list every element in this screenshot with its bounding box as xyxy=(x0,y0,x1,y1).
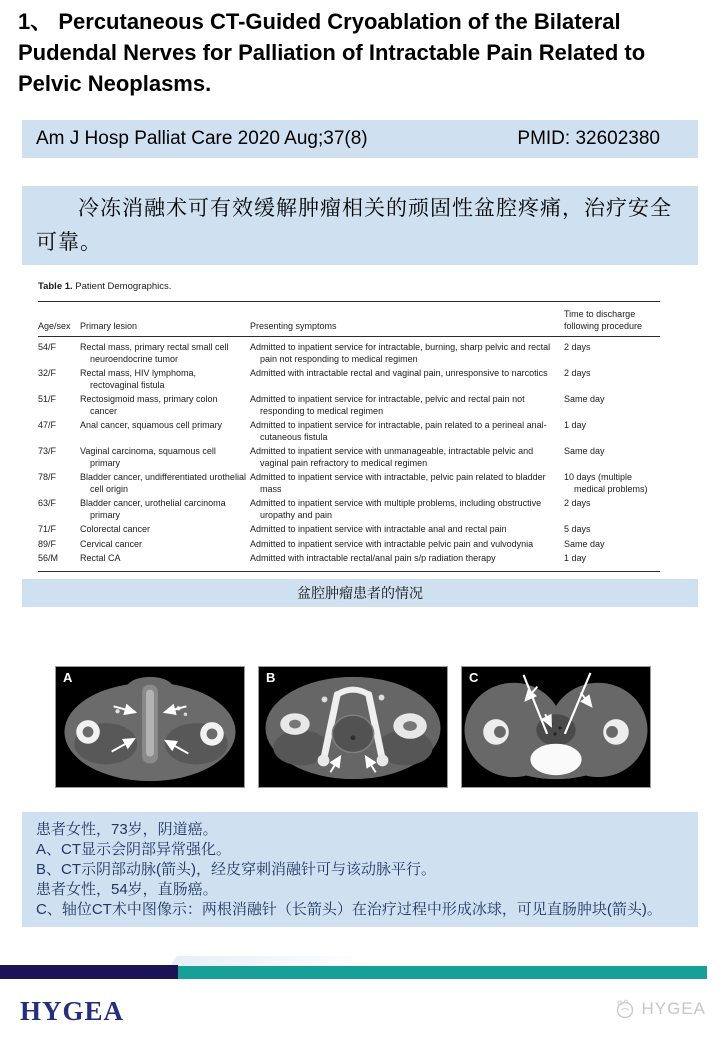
cell-discharge: 2 days xyxy=(564,498,591,508)
figure-c-label: C xyxy=(469,670,479,685)
table-row xyxy=(38,523,660,538)
watermark xyxy=(614,998,706,1020)
cell-discharge: Same day xyxy=(564,538,605,549)
footer-bar-teal xyxy=(178,966,707,979)
figure-description-box xyxy=(22,812,698,927)
cell-lesion: Rectal mass, HIV lymphoma, rectovaginal fistula xyxy=(80,368,197,390)
figure-a-label: A xyxy=(63,670,73,685)
figure-description-lines xyxy=(36,820,684,920)
table-caption-bar: 盆腔肿瘤患者的情况 xyxy=(22,579,698,607)
table-title xyxy=(38,281,678,292)
demographics-table xyxy=(38,301,660,572)
cell-symptoms: Admitted to inpatient service with multiple problems, including obstructive uropathy and pain xyxy=(250,498,542,520)
summary-box xyxy=(22,186,698,266)
demographics-table-body xyxy=(38,337,660,572)
description-line: C、轴位CT术中图像示：两根消融针（长箭头）在治疗过程中形成冰球，可见直肠肿块(箭头)。 xyxy=(36,901,662,918)
cell-age_sex: 63/F xyxy=(38,498,57,508)
description-line: A、CT显示会阴部异常强化。 xyxy=(36,841,232,858)
cell-symptoms: Admitted with intractable rectal/anal pain s/p radiation therapy xyxy=(250,553,496,563)
header-primary-lesion: Primary lesion xyxy=(80,302,250,337)
figure-b-label: B xyxy=(266,670,276,685)
footer-bar-navy xyxy=(0,965,178,979)
pmid: PMID: 32602380 xyxy=(517,128,660,149)
ct-scan-a-image xyxy=(56,667,244,787)
cell-lesion: Cervical cancer xyxy=(80,538,143,549)
cell-symptoms: Admitted to inpatient service with intractable anal and rectal pain xyxy=(250,524,507,534)
ct-scan-c-image xyxy=(462,667,650,787)
cell-discharge: 1 day xyxy=(564,553,587,563)
cell-discharge: Same day xyxy=(564,446,605,456)
description-line: B、CT示阴部动脉(箭头)，经皮穿刺消融针可与该动脉平行。 xyxy=(36,861,436,878)
cell-lesion: Anal cancer, squamous cell primary xyxy=(80,420,223,430)
cell-discharge: 1 day xyxy=(564,420,587,430)
cell-age_sex: 56/M xyxy=(38,553,59,563)
cell-discharge: Same day xyxy=(564,394,605,404)
cell-symptoms: Admitted to inpatient service for intractable, pain related to a perineal anal-cutaneous fistula xyxy=(250,420,547,442)
table-row xyxy=(38,367,660,393)
cell-discharge: 2 days xyxy=(564,342,591,352)
description-line: 患者女性，54岁，直肠癌。 xyxy=(36,881,218,898)
journal-citation: Am J Hosp Palliat Care 2020 Aug;37(8) xyxy=(36,128,368,149)
cell-age_sex: 47/F xyxy=(38,420,57,430)
cell-discharge: 2 days xyxy=(564,368,591,378)
summary-text: 冷冻消融术可有效缓解肿瘤相关的顽固性盆腔疼痛，治疗安全可靠。 xyxy=(36,197,672,254)
cell-lesion: Rectal mass, primary rectal small cell neuroendocrine tumor xyxy=(80,342,229,364)
ct-figures-row xyxy=(55,666,651,788)
header-age-sex: Age/sex xyxy=(38,302,80,337)
table-row xyxy=(38,393,660,419)
table-row xyxy=(38,445,660,471)
cell-lesion: Bladder cancer, urothelial carcinoma primary xyxy=(80,498,226,520)
table-row xyxy=(38,337,660,367)
cell-age_sex: 71/F xyxy=(38,524,57,534)
cell-symptoms: Admitted to inpatient service with unmanageable, intractable pelvic and vaginal pain refractory to medical regimen xyxy=(250,446,534,468)
cell-age_sex: 89/F xyxy=(38,538,57,549)
hygea-logo: HYGEA xyxy=(20,996,125,1026)
watermark-text: HYGEA xyxy=(641,999,706,1018)
cell-age_sex: 51/F xyxy=(38,394,57,404)
table-row xyxy=(38,471,660,497)
cell-lesion: Rectosigmoid mass, primary colon cancer xyxy=(80,394,218,416)
cell-symptoms: Admitted to inpatient service for intractable, pelvic and rectal pain not responding to medical regimen xyxy=(250,394,525,416)
table-title-label: Table 1. xyxy=(38,281,73,292)
cell-discharge: 10 days (multiple medical problems) xyxy=(564,472,648,494)
cell-age_sex: 32/F xyxy=(38,368,57,378)
cell-age_sex: 78/F xyxy=(38,472,57,482)
cell-symptoms: Admitted to inpatient service for intractable, burning, sharp pelvic and rectal pain not responding to medical regimen xyxy=(250,342,551,364)
table-row xyxy=(38,497,660,523)
header-time-to-discharge: Time to discharge following procedure xyxy=(564,302,660,337)
watermark-globe-icon xyxy=(614,998,636,1020)
cell-lesion: Bladder cancer, undifferentiated urothelial cell origin xyxy=(80,472,246,494)
cell-age_sex: 54/F xyxy=(38,342,57,352)
cell-symptoms: Admitted to inpatient service with intractable pelvic pain and vulvodynia xyxy=(250,538,534,549)
cell-symptoms: Admitted to inpatient service with intractable, pelvic pain related to bladder mass xyxy=(250,472,546,494)
table-row xyxy=(38,552,660,572)
cell-lesion: Rectal CA xyxy=(80,553,121,563)
description-line: 患者女性，73岁，阴道癌。 xyxy=(36,821,218,838)
ct-axial-figure-c xyxy=(461,666,651,788)
cell-lesion: Colorectal cancer xyxy=(80,524,151,534)
cell-age_sex: 73/F xyxy=(38,446,57,456)
citation-bar xyxy=(22,120,698,158)
demographics-table-box xyxy=(22,265,698,571)
page-title: 1、 Percutaneous CT-Guided Cryoablation of the Bilateral Pudendal Nerves for Palliation of Intractable Pain Related to Pelvic Neoplasms. xyxy=(18,9,646,96)
cell-discharge: 5 days xyxy=(564,524,591,534)
ct-axial-figure-a xyxy=(55,666,245,788)
table-row xyxy=(38,419,660,445)
header-presenting-symptoms: Presenting symptoms xyxy=(250,302,564,337)
cell-lesion: Vaginal carcinoma, squamous cell primary xyxy=(80,446,216,468)
ct-scan-b-image xyxy=(259,667,447,787)
table-header xyxy=(38,302,660,337)
cell-symptoms: Admitted with intractable rectal and vaginal pain, unresponsive to narcotics xyxy=(250,368,548,378)
ct-axial-figure-b xyxy=(258,666,448,788)
table-title-text: Patient Demographics. xyxy=(72,281,172,292)
table-row xyxy=(38,537,660,552)
